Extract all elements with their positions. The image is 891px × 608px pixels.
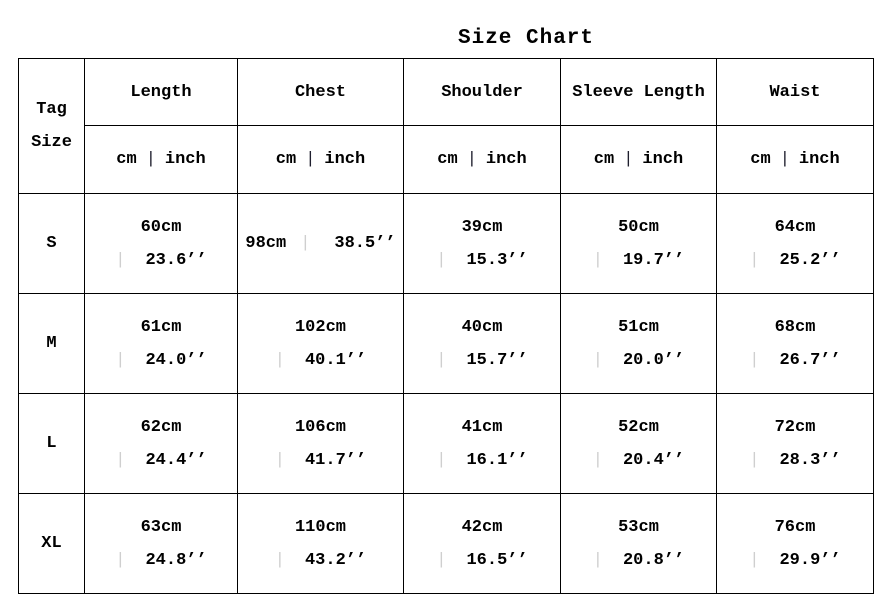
value-divider: | [436,350,447,370]
measurement-cell [238,194,404,294]
unit-divider: | [623,150,634,169]
measurement-cell [85,194,238,294]
inch-value: 16.1’’ [466,450,528,470]
header-row-labels [19,59,874,126]
cm-value: 110cm [294,517,346,537]
measurement-cm-line [717,211,873,244]
measurement-cell [85,294,238,394]
inch-value: 15.3’’ [466,250,528,270]
measurement-cell [404,394,561,494]
inch-value: 26.7’’ [779,350,841,370]
measurement-cm-line [561,211,716,244]
measurement-inch-line [404,444,560,477]
unit-inch-label: inch [164,150,206,169]
table-row [19,194,874,294]
cm-value: 52cm [618,417,659,437]
measurement-cm-line [238,411,403,444]
unit-divider: | [779,150,790,169]
column-header-waist: Waist [717,59,874,126]
inch-value: 15.7’’ [466,350,528,370]
inch-value: 40.1’’ [304,350,367,370]
measurement-cell [717,494,874,594]
measurement-cm-line [404,311,560,344]
measurement-inch-line [85,344,237,377]
measurement-cm-line [85,411,237,444]
inch-value: 29.9’’ [779,550,841,570]
column-header-chest: Chest [238,59,404,126]
page-title: Size Chart [457,27,595,50]
value-divider: | [115,550,126,570]
inch-value: 20.4’’ [622,450,685,470]
table-row [19,294,874,394]
measurement-cell [85,394,238,494]
unit-divider: | [145,150,156,169]
value-divider: | [436,550,447,570]
value-divider: | [749,350,760,370]
measurement-cm-line [404,411,560,444]
cm-value: 72cm [774,417,816,437]
unit-cm-label: cm [116,150,137,169]
measurement-cell [561,194,717,294]
row-size-label: S [19,194,85,294]
size-chart-table [18,58,874,594]
measurement-inch-line [238,344,403,377]
measurement-cell [561,294,717,394]
measurement-inch-line [85,244,237,277]
corner-label-size: Size [31,133,72,152]
unit-divider: | [305,150,316,169]
value-divider: | [749,450,760,470]
cm-value: 39cm [461,217,503,237]
measurement-inch-line [561,244,716,277]
value-divider: | [749,250,760,270]
value-divider: | [436,450,447,470]
corner-label-tag: Tag [36,100,67,119]
measurement-cm-line [85,511,237,544]
cm-value: 61cm [140,317,182,337]
measurement-cm-line [238,311,403,344]
measurement-inch-line [404,244,560,277]
inch-value: 20.8’’ [622,550,685,570]
measurement-inch-line [561,544,716,577]
column-header-shoulder: Shoulder [404,59,561,126]
value-divider: | [274,550,285,570]
measurement-cell [717,294,874,394]
inch-value: 43.2’’ [304,550,367,570]
value-divider: | [274,350,285,370]
inch-value: 20.0’’ [622,350,685,370]
value-divider: | [749,550,760,570]
inch-value: 24.4’’ [145,450,207,470]
corner-cell-tag-size [19,59,85,194]
value-divider: | [592,350,603,370]
inch-value: 25.2’’ [779,250,841,270]
value-divider: | [592,450,603,470]
value-divider: | [274,450,285,470]
table-row [19,394,874,494]
cm-value: 42cm [461,517,503,537]
cm-value: 50cm [618,217,659,237]
inch-value: 24.0’’ [145,350,207,370]
measurement-inch-line [404,344,560,377]
inch-value: 41.7’’ [304,450,367,470]
unit-header-length [85,126,238,194]
measurement-cell [561,494,717,594]
measurement-cm-line [85,211,237,244]
cm-value: 60cm [140,217,182,237]
row-size-label: L [19,394,85,494]
measurement-cm-line [561,511,716,544]
measurement-cell [404,194,561,294]
column-header-sleeve-length: Sleeve Length [561,59,717,126]
inch-value: 19.7’’ [622,250,685,270]
value-divider: | [436,250,447,270]
measurement-cell [404,294,561,394]
unit-header-shoulder [404,126,561,194]
value-divider: | [115,250,126,270]
measurement-cell [238,494,404,594]
inch-value: 16.5’’ [466,550,528,570]
cm-value: 63cm [140,517,182,537]
inch-value: 38.5’’ [334,234,396,253]
measurement-cell [717,194,874,294]
measurement-inch-line [717,444,873,477]
value-divider: | [592,250,603,270]
measurement-inch-line [238,444,403,477]
unit-divider: | [466,150,477,169]
cm-value: 41cm [461,417,503,437]
unit-cm-label: cm [437,150,458,169]
cm-value: 76cm [774,517,816,537]
measurement-cm-line [85,311,237,344]
measurement-inch-line [85,444,237,477]
measurement-cell [404,494,561,594]
measurement-cell [717,394,874,494]
measurement-inch-line [561,444,716,477]
measurement-inch-line [85,544,237,577]
unit-header-chest [238,126,404,194]
cm-value: 64cm [774,217,816,237]
measurement-cell [238,394,404,494]
value-divider: | [115,350,126,370]
column-header-length: Length [85,59,238,126]
measurement-inch-line [238,544,403,577]
cm-value: 40cm [461,317,503,337]
cm-value: 51cm [618,317,659,337]
row-size-label: XL [19,494,85,594]
measurement-cell [561,394,717,494]
unit-cm-label: cm [750,150,771,169]
measurement-inch-line [717,544,873,577]
value-divider: | [592,550,603,570]
cm-value: 98cm [245,234,287,253]
cm-value: 62cm [140,417,182,437]
inch-value: 28.3’’ [779,450,841,470]
value-divider: | [115,450,126,470]
unit-inch-label: inch [798,150,840,169]
inch-value: 23.6’’ [145,250,207,270]
header-row-units [19,126,874,194]
measurement-cm-line [238,511,403,544]
measurement-cm-line [561,311,716,344]
measurement-cm-line [717,511,873,544]
measurement-cm-line [717,411,873,444]
measurement-cell [85,494,238,594]
measurement-cell [238,294,404,394]
unit-header-sleeve-length [561,126,717,194]
unit-inch-label: inch [642,150,684,169]
measurement-cm-line [404,211,560,244]
unit-inch-label: inch [324,150,366,169]
measurement-cm-line [404,511,560,544]
unit-cm-label: cm [275,150,297,169]
size-table-body [19,194,874,594]
unit-inch-label: inch [485,150,527,169]
measurement-cm-line [717,311,873,344]
measurement-cm-line [561,411,716,444]
cm-value: 102cm [294,317,346,337]
measurement-inch-line [404,544,560,577]
unit-header-waist [717,126,874,194]
measurement-inch-line [717,344,873,377]
row-size-label: M [19,294,85,394]
measurement-single-line [238,227,403,260]
cm-value: 53cm [618,517,659,537]
unit-cm-label: cm [593,150,615,169]
table-row [19,494,874,594]
inch-value: 24.8’’ [145,550,207,570]
cm-value: 68cm [774,317,816,337]
measurement-inch-line [561,344,716,377]
value-divider: | [300,234,311,253]
cm-value: 106cm [294,417,346,437]
measurement-inch-line [717,244,873,277]
